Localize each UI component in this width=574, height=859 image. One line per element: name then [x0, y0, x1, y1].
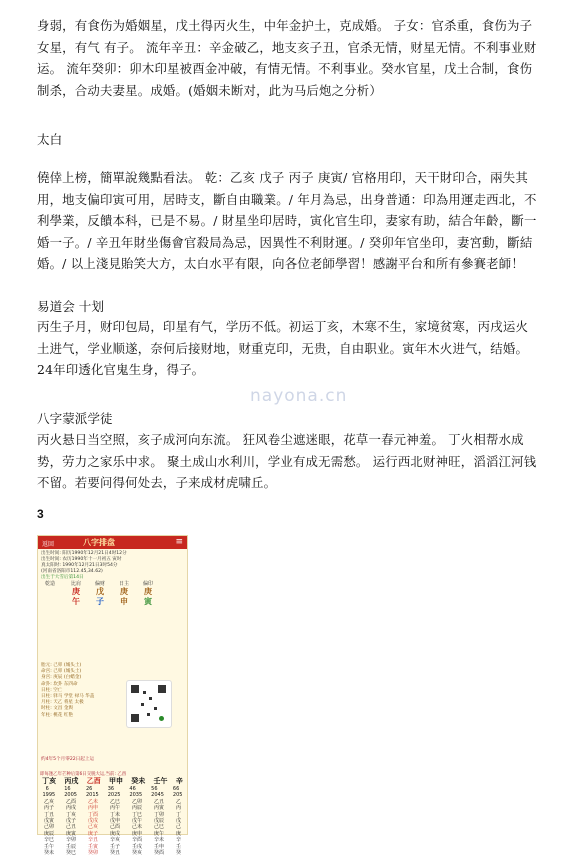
luck-year-cell: 丙戌 — [65, 805, 76, 812]
info-line: 出生时间: 农历1990年十一月初五 寅时 — [41, 557, 122, 562]
luck-year-cell: 壬午 — [43, 843, 54, 850]
info-line: 真太阳时: 1990年12月21日3时54分 — [41, 563, 118, 568]
stem: 庚 — [144, 587, 152, 596]
luck-header: 即每逢乙年芒种后第6日交脱大运,当前: 乙酉 — [40, 772, 127, 777]
luck-year-cell: 己未 — [131, 824, 142, 831]
luck-pillars-table — [38, 771, 187, 856]
luck-year-cell: 戊 — [175, 818, 181, 825]
detail-line: 胎元: 己卯 (城头土) — [41, 663, 82, 668]
paragraph-block2: 僥倖上榜，簡單說幾點看法。 乾：乙亥 戊子 丙子 庚寅/ 官格用印，天干財印合，兩失其用，地支偏印寅可用，居時支，斷自由職業。/ 年月為忌，出身普通：印為用運走西北，不利學業，反饋本科，已是不易。/ 財星坐印居時，寅化官生印，妻家有助，結合年齡，斷一婚一子。/ 辛丑年財坐傷會官殺局為忌，因異性不利財運。/ 癸卯年官坐印，妻宮動，斷結婚。/ 以上淺見貽笑大方，太白水平有限，向各位老師學習！感謝平台和所有參賽老師！ — [37, 170, 537, 271]
luck-year: 2045 — [151, 792, 164, 799]
luck-start-note: 约4年5个月零22日起上运 — [41, 757, 95, 762]
luck-age: 26 — [85, 786, 93, 792]
birth-info — [38, 549, 187, 581]
luck-pillar: 壬午 — [153, 777, 168, 785]
luck-year-cell: 庚申 — [131, 830, 142, 837]
four-pillars-grid — [38, 581, 187, 663]
luck-pillar: 甲申 — [108, 777, 123, 785]
app-header-bar — [38, 536, 187, 549]
luck-year-cell: 乙丑 — [153, 798, 164, 805]
luck-year-grid — [38, 799, 187, 857]
luck-year-cell: 乙 — [175, 798, 181, 805]
luck-year-cell: 辛亥 — [109, 837, 120, 844]
luck-year-cell: 丙申 — [87, 805, 98, 812]
detail-line: 日柱: 驿马 学堂 禄马 华盖 — [41, 694, 95, 700]
luck-year-cell: 戊戌 — [87, 818, 98, 825]
luck-year-cell: 丙辰 — [131, 805, 142, 812]
luck-year-cell: 戊申 — [109, 818, 120, 825]
luck-year-cell: 庚子 — [87, 830, 98, 837]
luck-year-cell: 己酉 — [109, 824, 120, 831]
hamburger-icon[interactable]: ≡ — [175, 537, 183, 547]
paragraph-block4: 丙火悬日当空照，亥子成河向东流。 狂风卷尘遮迷眼，花草一春元神羞。 丁火相帮水成势，劳力之家乐中求。 聚土成山水利川，学业有成无需愁。 运行西北财神旺，滔滔江河钱不留。若要问得何处去，子来成材虎啸丘。 — [37, 432, 537, 490]
branch: 午 — [72, 597, 80, 606]
luck-year-cell: 庚戌 — [109, 830, 120, 837]
luck-year-cell: 丁酉 — [87, 811, 98, 818]
pillar-day — [116, 581, 132, 607]
branch: 寅 — [144, 597, 152, 606]
luck-year-cell: 丁巳 — [131, 811, 142, 818]
luck-year-cell: 戊辰 — [153, 818, 164, 825]
luck-year-cell: 戊子 — [65, 818, 76, 825]
stem: 庚 — [72, 587, 80, 596]
luck-year-cell: 己 — [175, 824, 181, 831]
back-button[interactable]: 返回 — [42, 541, 55, 548]
luck-year-cell: 庚寅 — [65, 830, 76, 837]
app-title: 八字排盘 — [83, 538, 115, 547]
luck-age: 36 — [107, 786, 115, 792]
luck-year: 205 — [172, 792, 183, 799]
section-heading-taibai: 太白 — [37, 132, 63, 147]
pillar-hour — [140, 581, 156, 607]
luck-age: 66 — [172, 786, 180, 792]
luck-year-cell: 丙寅 — [153, 805, 164, 812]
luck-year-cell: 辛卯 — [65, 837, 76, 844]
luck-year-cell: 己亥 — [87, 824, 98, 831]
info-line: (河南省洛阳市112.45,34.62) — [41, 569, 103, 574]
watermark: nayona.cn — [250, 386, 348, 406]
luck-year-cell: 辛丑 — [87, 837, 98, 844]
luck-year-cell: 乙巳 — [109, 798, 120, 805]
column-header: 日主 — [118, 581, 129, 587]
luck-year-cell: 丙午 — [109, 805, 120, 812]
luck-year-cell: 辛 — [175, 837, 181, 844]
luck-year-cell: 壬戌 — [131, 843, 142, 850]
luck-year-cell: 乙卯 — [131, 798, 142, 805]
info-line: 出生于大雪后第14日 — [41, 575, 84, 580]
luck-year-cell: 壬申 — [153, 843, 164, 850]
detail-line: 时柱: 文昌 金舆 — [41, 706, 74, 712]
embedded-app-screenshot — [37, 535, 188, 857]
luck-year: 2015 — [85, 792, 99, 799]
luck-year-cell: 癸未 — [43, 850, 54, 857]
luck-year-cell: 戊午 — [131, 818, 142, 825]
stem: 庚 — [120, 587, 128, 596]
luck-year-cell: 丁 — [175, 811, 181, 818]
pillar-year — [68, 581, 84, 607]
luck-year-cell: 己丑 — [65, 824, 76, 831]
luck-year: 2005 — [64, 792, 77, 799]
paragraph-block3: 丙生子月，财印包局，印星有气，学历不低。初运丁亥，木寒不生，家境贫寒，丙戌运火土进气，学业顺遂，奈何后接财地，财重克印，无贵，自由职业。寅年木火进气，结婚。24年印透化官鬼生身，得子。 — [37, 319, 529, 377]
column-header: 乾造 — [44, 581, 55, 587]
luck-year-cell: 庚午 — [153, 830, 164, 837]
luck-year-cell: 丁未 — [109, 811, 120, 818]
luck-pillar: 丙戌 — [64, 777, 79, 785]
luck-year-cell: 辛酉 — [131, 837, 142, 844]
luck-year-cell: 壬 — [175, 843, 181, 850]
detail-line: 命卦: 坎卦 东四命 — [41, 681, 78, 687]
luck-year-cell: 庚辰 — [43, 830, 54, 837]
detail-line: 命宫: 己卯 (城头土) — [41, 669, 82, 675]
luck-year-cell: 丁卯 — [153, 811, 164, 818]
luck-year-cell: 癸 — [175, 850, 181, 857]
luck-year-cell: 壬子 — [109, 843, 120, 850]
detail-line: 身宫: 庚辰 (白蜡金) — [41, 675, 82, 681]
luck-year-row — [38, 850, 187, 856]
detail-line: 年柱: 桃花 红艳 — [41, 712, 74, 718]
branch: 子 — [96, 597, 104, 606]
luck-year: 2035 — [129, 792, 143, 799]
luck-year: 1995 — [42, 792, 56, 799]
luck-year-cell: 癸酉 — [153, 850, 164, 857]
luck-year-cell: 辛巳 — [43, 837, 54, 844]
luck-year-cell: 丁丑 — [43, 811, 54, 818]
luck-pillar: 丁亥 — [42, 777, 57, 785]
luck-year-cell: 壬辰 — [65, 843, 76, 850]
stem: 戊 — [96, 587, 104, 596]
luck-year-cell: 乙酉 — [65, 798, 76, 805]
figure-number: 3 — [37, 507, 44, 521]
luck-pillar-current: 乙酉 — [86, 777, 101, 785]
detail-line: 月柱: 天乙 将星 太极 — [41, 700, 84, 706]
section-heading-bazi-mengpai: 八字蒙派学徒 — [37, 411, 113, 426]
luck-year-cell: 丁亥 — [65, 811, 76, 818]
luck-year-cell: 乙未 — [87, 798, 98, 805]
luck-year-cell: 壬寅 — [87, 843, 98, 850]
luck-age: 16 — [64, 786, 71, 792]
column-header: 偏印 — [142, 581, 153, 587]
luck-age: 6 — [45, 786, 49, 792]
luck-year-cell: 庚 — [175, 830, 181, 837]
luck-pillar: 癸未 — [131, 777, 146, 785]
luck-year-cell: 乙亥 — [43, 798, 54, 805]
section-heading-yidaohui: 易道会 十划 — [37, 299, 104, 314]
luck-year-cell: 丙 — [175, 805, 181, 812]
luck-year: 2025 — [107, 792, 121, 799]
luck-pillars-row — [38, 777, 187, 786]
luck-year-cell: 癸亥 — [131, 850, 142, 857]
luck-year-cell: 己卯 — [43, 824, 54, 831]
luck-year-cell: 己巳 — [153, 824, 164, 831]
column-header: 比肩 — [70, 581, 81, 587]
luck-year-cell: 丙子 — [43, 805, 54, 812]
info-line: 出生时间: 阳历1990年12月21日4时12分 — [41, 551, 127, 556]
luck-year-cell: 癸巳 — [65, 850, 76, 857]
luck-age: 46 — [129, 786, 136, 792]
column-header: 偏财 — [94, 581, 105, 587]
luck-year-cell: 癸丑 — [109, 850, 120, 857]
luck-year-cell: 辛未 — [153, 837, 164, 844]
paragraph-block1: 身弱，有食伤为婚姻星，戊土得丙火生，中年金护土，克成婚。 子女：官杀重，食伤为子女星，有气 有子。 流年辛丑：辛金破乙，地支亥子丑，官杀无情，财星无情。不利事业财运。 流年癸卯：卯木印星被酉金冲破，有情无情。不利事业。癸水官星，戊土合制，食伤制杀，合动夫妻星。成婚。(婚姻未断对，此为马后炮之分析） — [37, 18, 537, 98]
pillar-month — [92, 581, 108, 607]
luck-year-cell: 戊寅 — [43, 818, 54, 825]
luck-pillar: 辛 — [175, 777, 183, 785]
qr-code — [126, 680, 172, 728]
pillar-label-col — [42, 581, 58, 587]
luck-age: 56 — [151, 786, 158, 792]
branch: 申 — [120, 597, 128, 606]
luck-year-cell: 癸卯 — [87, 850, 98, 857]
detail-line: 日柱: 空亡 — [41, 687, 63, 693]
